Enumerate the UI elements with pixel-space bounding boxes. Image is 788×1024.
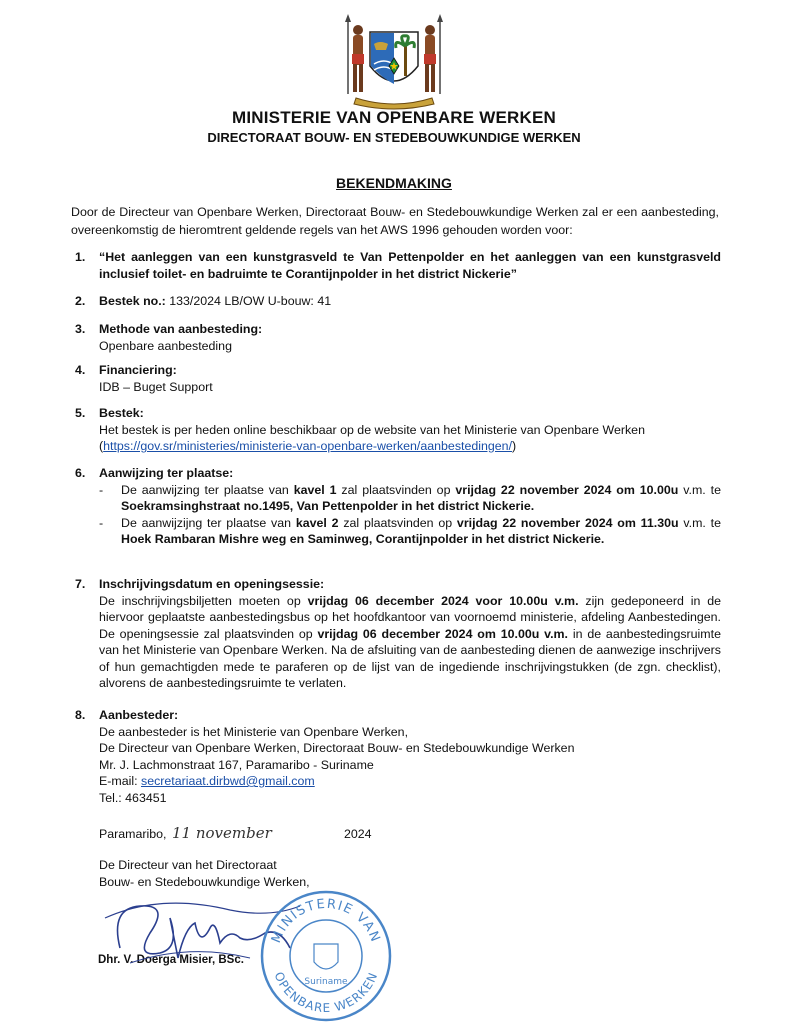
text: kavel 2 (295, 515, 339, 530)
email-link[interactable]: secretariaat.dirbwd@gmail.com (141, 774, 315, 788)
text: v.m. te (678, 515, 721, 530)
notice-intro: Door de Directeur van Openbare Werken, Directoraat Bouw- en Stedebouwkundige Werken zal er een aanbesteding, overeenkomstig de hieromtrent geldende regels van het AWS 1996 gehouden worden voor: (71, 205, 719, 237)
project-title: “Het aanleggen van een kunstgrasveld te Van Pettenpolder en het aanleggen van een kunstgrasveld inclusief toilet- en badruimte te Corantijnpolder in het district Nickerie” (99, 250, 721, 281)
kavel-1-instruction (99, 482, 721, 515)
text: De inschrijvingsbiljetten moeten op (99, 593, 308, 608)
item-label: Bestek: (99, 406, 144, 420)
text: vrijdag 06 december 2024 om 10.00u v.m. (317, 626, 568, 641)
item-number: 7. (75, 577, 86, 591)
text: Soekramsinghstraat no.1495, Van Pettenpolder in het district Nickerie. (121, 499, 535, 513)
paren-close: ) (512, 439, 517, 453)
item-label: Financiering: (99, 363, 177, 377)
signatory-title-2: Bouw- en Stedebouwkundige Werken, (99, 875, 310, 889)
item-label: Aanbesteder: (99, 708, 179, 722)
item-label: Bestek no.: (99, 294, 166, 308)
place-label: Paramaribo, (99, 827, 167, 841)
svg-text:MINISTERIE VAN (269, 897, 383, 945)
signatory-name: Dhr. V. Doerga Misier, BSc. (98, 954, 244, 966)
item-value: Openbare aanbesteding (99, 338, 232, 353)
text: zal plaatsvinden op (336, 482, 456, 497)
coat-of-arms-emblem (338, 14, 450, 110)
item-label: Inschrijvingsdatum en openingsessie: (99, 577, 325, 591)
dash-bullet: - (99, 515, 104, 530)
text: vrijdag 22 november 2024 om 11.30u (456, 515, 679, 530)
text: Hoek Rambaran Mishre weg en Saminweg, Corantijnpolder in het district Nickerie. (121, 532, 605, 546)
directorate-heading: DIRECTORAAT BOUW- EN STEDEBOUWKUNDIGE WERKEN (207, 130, 581, 145)
text: De aanwijzijng ter plaatse van (121, 515, 296, 530)
text: vrijdag 22 november 2024 om 10.00u (455, 482, 679, 497)
address-line: Mr. J. Lachmonstraat 167, Paramaribo - Suriname (99, 757, 374, 772)
bestek-number-line (99, 293, 721, 310)
handwritten-date: 11 november (172, 824, 272, 842)
signatory-title-1: De Directeur van het Directoraat (99, 858, 277, 872)
paren-open: ( (99, 439, 104, 453)
item-number: 2. (75, 294, 86, 308)
item-label: Aanwijzing ter plaatse: (99, 466, 234, 480)
item-text: Het bestek is per heden online beschikbaar op de website van het Ministerie van Openbare Werken (99, 422, 645, 437)
text: kavel 1 (293, 482, 337, 497)
item-number: 5. (75, 406, 86, 420)
address-line: De aanbesteder is het Ministerie van Openbare Werken, (99, 724, 409, 739)
website-link[interactable]: https://gov.sr/ministeries/ministerie-van-openbare-werken/aanbestedingen/ (103, 439, 513, 453)
stamp-bottom-text: OPENBARE WERKEN (271, 969, 381, 1016)
item-number: 1. (75, 250, 86, 264)
year: 2024 (344, 827, 372, 841)
stamp-center-text: Suriname (304, 977, 348, 987)
text: v.m. te (678, 482, 721, 497)
address-line: De Directeur van Openbare Werken, Directoraat Bouw- en Stedebouwkundige Werken (99, 741, 575, 755)
item-1 (75, 249, 721, 282)
item-3 (75, 321, 721, 354)
item-8 (75, 707, 721, 806)
text: in de aanbestedingsruimte van het Ministerie van Openbare Werken. Na de afsluiting van de aanbesteding dienen de aanwezige inschrijvers of hun gemachtigden mede te paraferen op de lijst van de ingediende inschrijvingstukken (de zgn. checklist), alvorens de aanbestedingsruimte te verlaten. (99, 626, 721, 690)
text: De aanwijzing ter plaatse van (121, 482, 294, 497)
kavel-2-instruction (99, 515, 721, 548)
item-number: 8. (75, 708, 86, 722)
ministry-heading: MINISTERIE VAN OPENBARE WERKEN (232, 108, 556, 127)
item-number: 3. (75, 322, 86, 336)
item-number: 4. (75, 363, 86, 377)
item-value: IDB – Buget Support (99, 379, 213, 394)
item-label: Methode van aanbesteding: (99, 322, 263, 336)
item-7 (75, 576, 721, 692)
submission-paragraph (99, 593, 721, 692)
notice-title: BEKENDMAKING (336, 175, 452, 191)
item-4 (75, 362, 721, 395)
official-stamp (258, 888, 394, 1024)
item-value: 133/2024 LB/OW U-bouw: 41 (165, 294, 332, 308)
text: zal plaatsvinden op (338, 515, 457, 530)
item-number: 6. (75, 466, 86, 480)
text: vrijdag 06 december 2024 voor 10.00u v.m. (307, 593, 579, 608)
item-6 (75, 465, 721, 548)
stamp-top-text: MINISTERIE VAN (268, 896, 383, 946)
phone-line: Tel.: 463451 (99, 790, 167, 805)
item-2 (75, 293, 721, 310)
dash-bullet: - (99, 482, 104, 497)
item-5 (75, 405, 721, 455)
email-label: E-mail: (99, 774, 141, 788)
text: zijn gedeponeerd in de hiervoor geplaatste aanbestedingsbus op het hoofdkantoor van voornoemd ministerie, afdeling Aanbestedingen. De openingsessie zal plaatsvinden op (99, 593, 721, 641)
